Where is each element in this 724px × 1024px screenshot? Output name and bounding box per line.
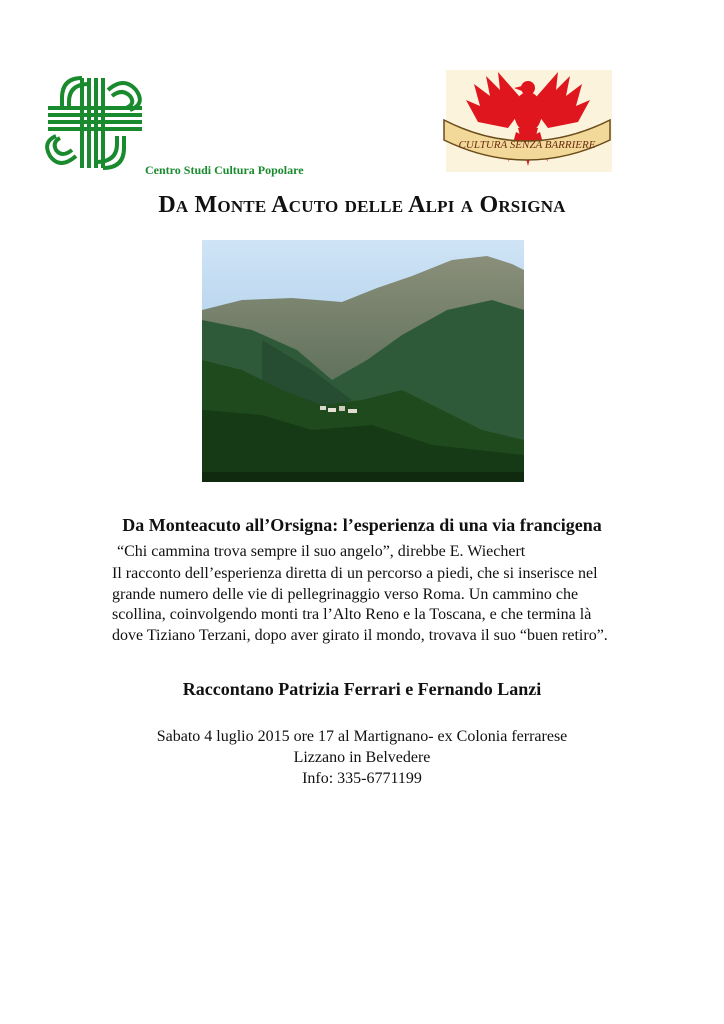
- event-datetime-place: Sabato 4 luglio 2015 ore 17 al Martignano- ex Colonia ferrarese: [156, 728, 568, 745]
- cultura-senza-barriere-logo: [438, 66, 616, 176]
- event-subtitle: Da Monteacuto all’Orsigna: l’esperienza di una via francigena: [122, 515, 602, 535]
- event-description: Il racconto dell’esperienza diretta di un percorso a piedi, che si inserisce nel grande numero delle vie di pellegrinaggio verso Roma. Un cammino che scollina, coinvolgendo monti tra l’Alto Reno e la Toscana, e che termina là dove Tiziano Terzani, dopo aver girato il mondo, trovava il suo “buen retiro”.: [112, 565, 608, 644]
- quote: “Chi cammina trova sempre il suo angelo”, direbbe E. Wiechert: [117, 543, 526, 560]
- event-info: Info: 335-6771199: [302, 770, 422, 787]
- page-title: Da Monte Acuto delle Alpi a Orsigna: [158, 192, 566, 218]
- event-town: Lizzano in Belvedere: [293, 749, 431, 766]
- logo-banner-text: CULTURA SENZA BARRIERE: [458, 139, 596, 151]
- centro-studi-logo: [42, 70, 148, 176]
- org-name: Centro Studi Cultura Popolare: [145, 163, 304, 177]
- speakers: Raccontano Patrizia Ferrari e Fernando Lanzi: [182, 679, 542, 699]
- event-details: [0, 726, 724, 789]
- mountain-photo: [202, 240, 524, 482]
